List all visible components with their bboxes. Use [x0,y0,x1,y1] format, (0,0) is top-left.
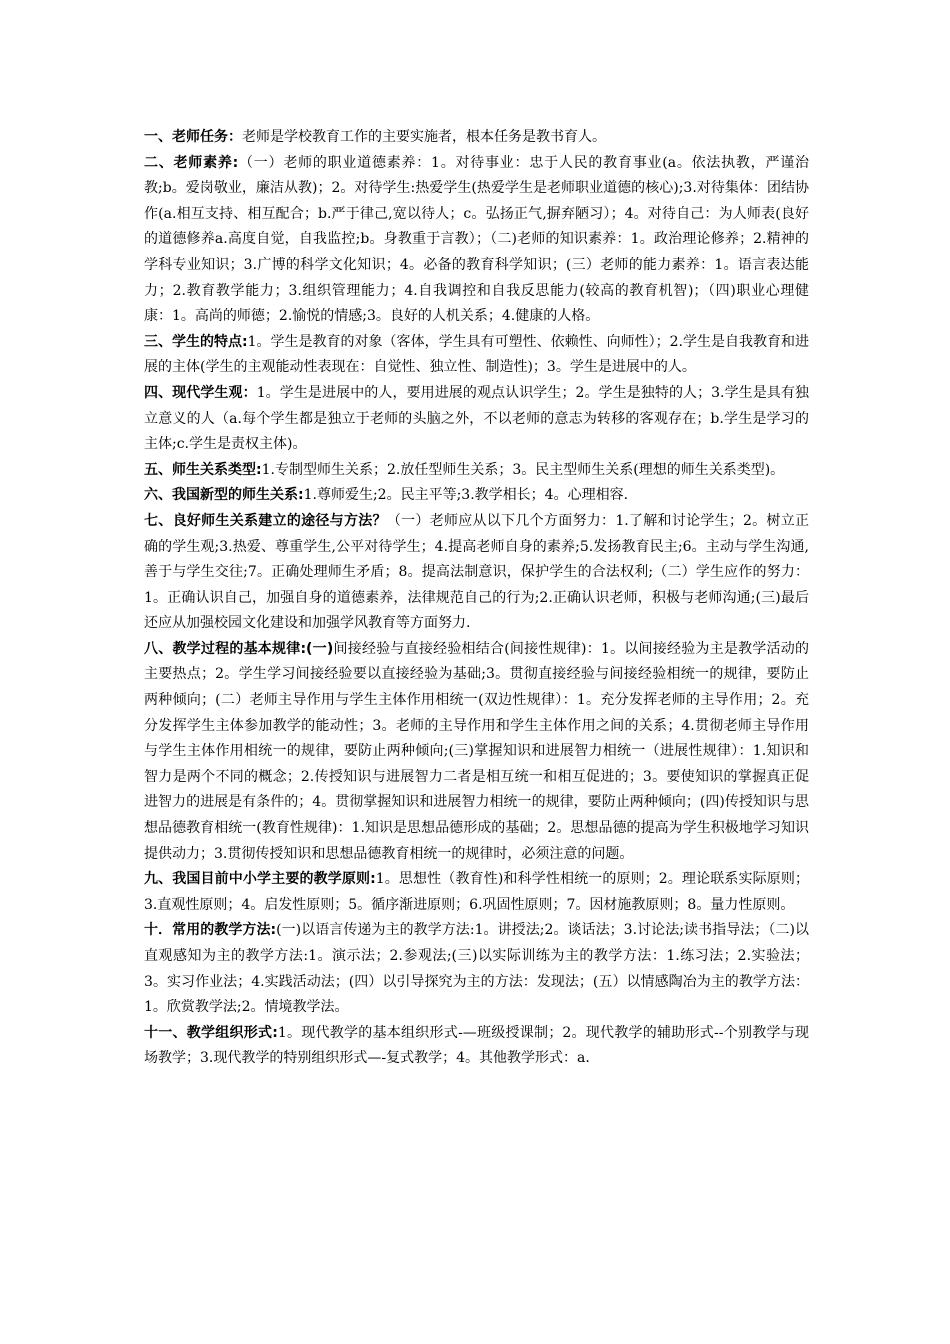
heading-teacher-qualities: 二、老师素养: [144,154,239,171]
heading-new-relationship: 六、我国新型的师生关系: [144,487,304,504]
heading-student-traits: 三、学生的特点: [144,333,248,350]
heading-modern-student-view: 四、现代学生观： [144,384,257,401]
paragraph-new-relationship [144,483,809,509]
body-student-traits: 1。学生是教育的对象（客体，学生具有可塑性、依赖性、向师性）；2.学生是自我教育和进展的主体(学生的主观能动性表现在：自觉性、独立性、制造性)；3。学生是进展中的人。 [144,333,809,376]
paragraph-relationship-methods [144,509,809,637]
body-relationship-methods: （一）老师应从以下几个方面努力：1.了解和讨论学生；2。树立正确的学生观;3.热爱、尊重学生,公平对待学生；4.提高老师自身的素养;5.发扬教育民主;6。主动与学生沟通,善于与学生交往;7。正确处理师生矛盾；8。提高法制意识，保护学生的合法权利;（二）学生应作的努力：1。正确认识自己，加强自身的道德素养，法律规范自己的行为;2.正确认识老师，积极与老师沟通;(三)最后还应从加强校园文化建设和加强学风教育等方面努力. [144,512,809,632]
body-teaching-principles: 1。思想性（教育性)和科学性相统一的原则；2。理论联系实际原则；3.直观性原则；4。启发性原则；5。循序渐进原则；6.巩固性原则；7。因材施教原则；8。量力性原则。 [144,871,809,913]
paragraph-teaching-methods [144,918,809,1020]
paragraph-modern-student-view [144,381,809,458]
heading-teaching-principles: 九、我国目前中小学主要的教学原则: [144,871,376,888]
body-new-relationship: 1.尊师爱生;2。民主平等;3.教学相长；4。心理相容. [303,487,629,504]
heading-teaching-methods: 十．常用的教学方法: [144,922,277,939]
body-relationship-types: 1.专制型师生关系；2.放任型师生关系；3。民主型师生关系(理想的师生关系类型)。 [261,461,785,478]
paragraph-teacher-qualities [144,151,809,330]
body-teaching-laws: 间接经验与直接经验相结合(间接性规律)：1。以间接经验为主是教学活动的主要热点；2。学生学习间接经验要以直接经验为基础;3。贯彻直接经验与间接经验相统一的规律，要防止两种倾向；(二）老师主导作用与学生主体作用相统一(双边性规律）：1。充分发挥老师的主导作用；2。充分发挥学生主体参加教学的能动性；3。老师的主导作用和学生主体作用之间的关系；4.贯彻老师主导作用与学生主体作用相统一的规律，要防止两种倾向;(三)掌握知识和进展智力相统一（进展性规律）：1.知识和智力是两个不同的概念；2.传授知识与进展智力二者是相互统一和相互促进的；3。要使知识的掌握真正促进智力的进展是有条件的；4。贯彻掌握知识和进展智力相统一的规律，要防止两种倾向；(四)传授知识与思想品德教育相统一(教育性规律)：1.知识是思想品德形成的基础；2。思想品德的提高为学生积极地学习知识提供动力；3.贯彻传授知识和思想品德教育相统一的规律时，必须注意的问题。 [144,640,809,862]
body-teacher-task: 老师是学校教育工作的主要实施者，根本任务是教书育人。 [242,129,606,145]
paragraph-teaching-laws [144,637,809,867]
paragraph-relationship-types [144,458,809,484]
document-page [144,125,809,1072]
heading-relationship-types: 五、师生关系类型: [144,461,262,478]
heading-relationship-methods: 七、良好师生关系建立的途径与方法？ [144,512,387,529]
paragraph-student-traits [144,330,809,381]
body-modern-student-view: 1。学生是进展中的人，要用进展的观点认识学生；2。学生是独特的人；3.学生是具有独立意义的人（a.每个学生都是独立于老师的头脑之外，不以老师的意志为转移的客观存在；b.学生是学习的主体;c.学生是责权主体)。 [144,384,810,453]
paragraph-teacher-task [144,125,809,151]
heading-teaching-laws: 八、教学过程的基本规律:(一) [144,640,334,657]
paragraph-teaching-principles [144,867,809,918]
body-organization-forms: 1。现代教学的基本组织形式-—班级授课制；2。现代教学的辅助形式--个别教学与现场教学；3.现代教学的特别组织形式—-复式教学；4。其他教学形式：a. [144,1024,809,1067]
heading-organization-forms: 十一、教学组织形式: [144,1024,278,1041]
paragraph-organization-forms [144,1021,809,1072]
heading-teacher-task: 一、老师任务： [144,129,242,145]
body-teacher-qualities: （一）老师的职业道德素养：1。对待事业：忠于人民的教育事业(a。依法执教，严谨治教;b。爱岗敬业，廉洁从教)；2。对待学生:热爱学生(热爱学生是老师职业道德的核心);3.对待集体：团结协作(a.相互支持、相互配合；b.严于律己,宽以待人；c。弘扬正气,摒弃陋习）；4。对待自己：为人师表(良好的道德修养a.高度自觉，自我监控;b。身教重于言教）；（二)老师的知识素养：1。政治理论修养；2.精神的学科专业知识；3.广博的科学文化知识；4。必备的教育科学知识；(三）老师的能力素养：1。语言表达能力；2.教育教学能力；3.组织管理能力；4.自我调控和自我反思能力(较高的教育机智)；（四)职业心理健康：1。高尚的师德；2.愉悦的情感;3。良好的人机关系；4.健康的人格。 [144,154,809,325]
body-teaching-methods: (一)以语言传递为主的教学方法:1。讲授法;2。谈话法；3.讨论法;读书指导法；（二)以直观感知为主的教学方法:1。演示法；2.参观法;(三)以实际训练为主的教学方法：1.练习法；2.实验法；3。实习作业法；4.实践活动法；(四）以引导探究为主的方法：发现法；(五）以情感陶冶为主的教学方法：1。欣赏教学法;2。情境教学法。 [144,922,809,1016]
